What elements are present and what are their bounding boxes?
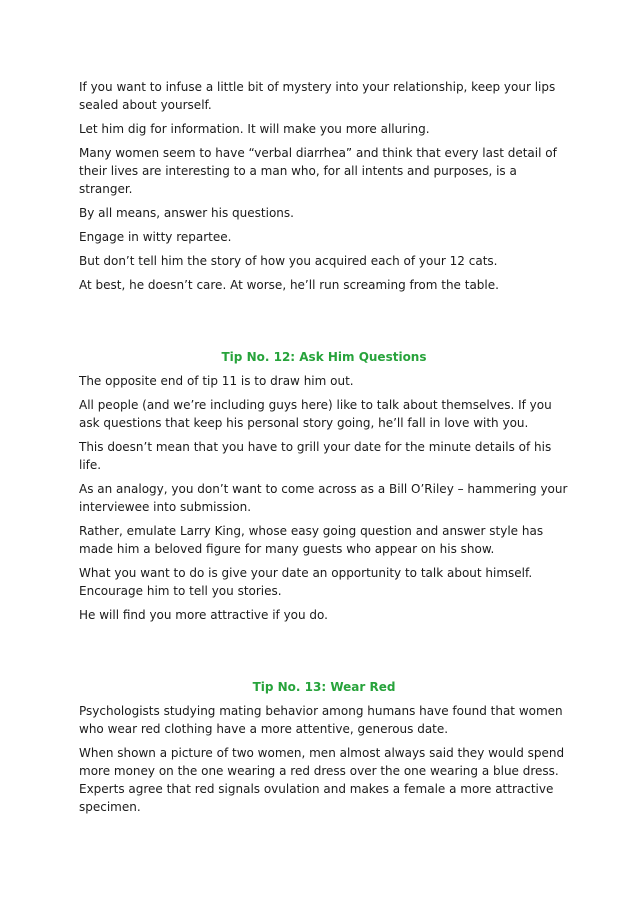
- paragraph: At best, he doesn’t care. At worse, he’ll run screaming from the table.: [79, 278, 499, 292]
- tip-12-heading: Tip No. 12: Ask Him Questions: [221, 350, 427, 364]
- section-spacer: [79, 300, 569, 348]
- paragraph: When shown a picture of two women, men almost always said they would spend more money on the one wearing a red dress over the one wearing a blue dress. Experts agree that red signals ovulation and makes a female a more attractive specimen.: [79, 746, 565, 814]
- section-spacer: [79, 630, 569, 678]
- paragraph: What you want to do is give your date an opportunity to talk about himself. Encourage him to tell you stories.: [79, 566, 533, 598]
- section-tip-13: [79, 678, 569, 816]
- paragraph: The opposite end of tip 11 is to draw him out.: [79, 374, 354, 388]
- paragraph: Many women seem to have “verbal diarrhea” and think that every last detail of their lives are interesting to a man who, for all intents and purposes, is a stranger.: [79, 146, 557, 196]
- paragraph: If you want to infuse a little bit of mystery into your relationship, keep your lips sealed about yourself.: [79, 80, 556, 112]
- paragraph: This doesn’t mean that you have to grill your date for the minute details of his life.: [79, 440, 552, 472]
- paragraph: Let him dig for information. It will make you more alluring.: [79, 122, 430, 136]
- document-page: [79, 78, 569, 822]
- section-tip-12: [79, 348, 569, 624]
- paragraph: Rather, emulate Larry King, whose easy going question and answer style has made him a beloved figure for many guests who appear on his show.: [79, 524, 544, 556]
- paragraph: He will find you more attractive if you do.: [79, 608, 328, 622]
- paragraph: As an analogy, you don’t want to come across as a Bill O’Riley – hammering your interviewee into submission.: [79, 482, 568, 514]
- paragraph: Engage in witty repartee.: [79, 230, 232, 244]
- paragraph: But don’t tell him the story of how you acquired each of your 12 cats.: [79, 254, 498, 268]
- paragraph: Psychologists studying mating behavior among humans have found that women who wear red clothing have a more attentive, generous date.: [79, 704, 563, 736]
- paragraph: By all means, answer his questions.: [79, 206, 294, 220]
- paragraph: All people (and we’re including guys here) like to talk about themselves. If you ask questions that keep his personal story going, he’ll fall in love with you.: [79, 398, 552, 430]
- section-intro: [79, 78, 569, 294]
- tip-13-heading: Tip No. 13: Wear Red: [252, 680, 396, 694]
